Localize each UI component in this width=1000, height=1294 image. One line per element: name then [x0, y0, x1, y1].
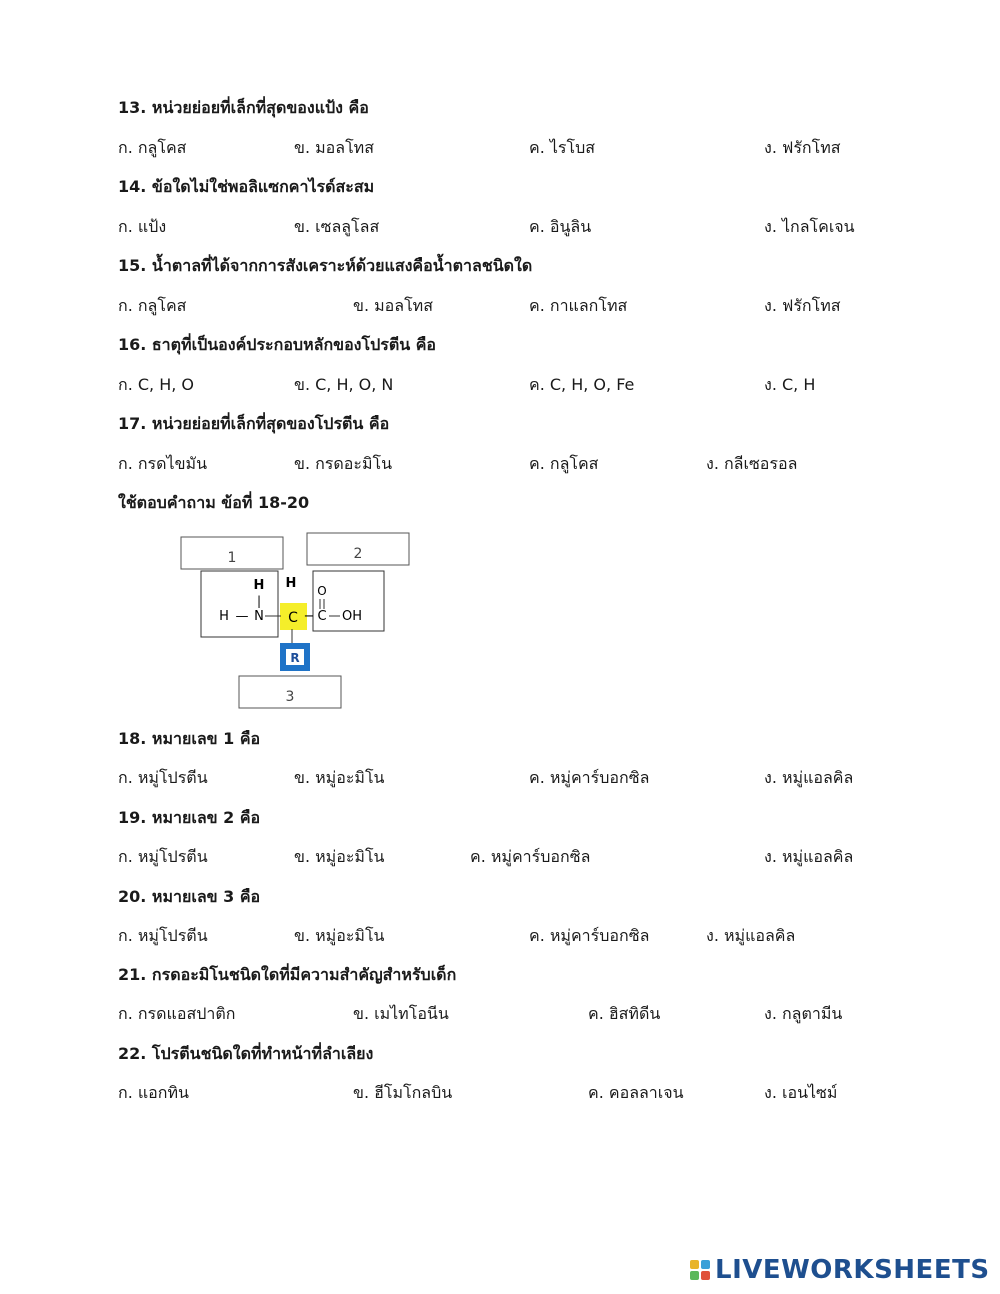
q18-choice-d: ง. หมู่แอลคิล — [764, 768, 854, 787]
q13-choice-b: ข. มอลโทส — [294, 138, 374, 157]
amino-group-box — [201, 571, 278, 637]
question-19: 19. หมายเลข 2 คือ — [118, 808, 261, 827]
q18-choice-c: ค. หมู่คาร์บอกซิล — [529, 768, 650, 787]
r-group-label: R — [290, 651, 300, 665]
instruction-text: ใช้ตอบคำถาม ข้อที่ 18-20 — [118, 493, 310, 512]
q20-choice-a: ก. หมู่โปรตีน — [118, 926, 208, 945]
nitrogen-atom: N — [254, 609, 264, 624]
q19-choice-c: ค. หมู่คาร์บอกซิล — [470, 847, 591, 866]
q16-choice-c: ค. C, H, O, Fe — [529, 375, 635, 394]
bond-n-h: | — [256, 594, 262, 608]
question-20: 20. หมายเลข 3 คือ — [118, 887, 261, 906]
question-18: 18. หมายเลข 1 คือ — [118, 729, 261, 748]
q21-choice-a: ก. กรดแอสปาติก — [118, 1004, 236, 1023]
q15-choice-c: ค. กาแลกโทส — [529, 296, 628, 315]
question-16: 16. ธาตุที่เป็นองค์ประกอบหลักของโปรตีน คือ — [118, 335, 437, 354]
q15-choice-a: ก. กลูโคส — [118, 296, 187, 315]
question-14: 14. ข้อใดไม่ใช่พอลิแซกคาไรด์สะสม — [118, 177, 375, 196]
h-above-n: H — [253, 578, 265, 593]
q20-choice-d: ง. หมู่แอลคิล — [706, 926, 796, 945]
q18-choice-a: ก. หมู่โปรตีน — [118, 768, 208, 787]
label-box-2-text: 2 — [353, 546, 363, 562]
q16-choice-b: ข. C, H, O, N — [294, 375, 394, 394]
q14-choice-c: ค. อินูลิน — [529, 217, 592, 236]
q18-choice-b: ข. หมู่อะมิโน — [294, 768, 385, 787]
logo-text: LIVEWORKSHEETS — [715, 1255, 990, 1285]
h-left: H — [219, 609, 229, 624]
bond-h-n: — — [235, 609, 249, 624]
q13-choice-a: ก. กลูโคส — [118, 138, 187, 157]
q15-choice-d: ง. ฟรักโทส — [764, 296, 841, 315]
liveworksheets-logo[interactable] — [690, 1253, 990, 1287]
q20-choice-b: ข. หมู่อะมิโน — [294, 926, 385, 945]
q22-choice-a: ก. แอกทิน — [118, 1083, 189, 1102]
alpha-carbon: C — [288, 610, 298, 626]
carboxyl-carbon: C — [317, 609, 327, 624]
bond-c-c: − — [303, 609, 315, 624]
q19-choice-d: ง. หมู่แอลคิล — [764, 847, 854, 866]
q15-choice-b: ข. มอลโทส — [353, 296, 433, 315]
q21-choice-b: ข. เมไทโอนีน — [353, 1004, 449, 1023]
question-13: 13. หน่วยย่อยที่เล็กที่สุดของแป้ง คือ — [118, 98, 369, 117]
q17-choice-d: ง. กลีเซอรอล — [706, 454, 798, 473]
q17-choice-a: ก. กรดไขมัน — [118, 454, 207, 473]
q22-choice-d: ง. เอนไซม์ — [764, 1083, 838, 1102]
q19-choice-a: ก. หมู่โปรตีน — [118, 847, 208, 866]
label-box-1-text: 1 — [227, 550, 237, 566]
q22-choice-c: ค. คอลลาเจน — [588, 1083, 684, 1102]
logo-mark-i — [701, 1260, 710, 1269]
q13-choice-c: ค. ไรโบส — [529, 138, 596, 157]
hydroxyl: OH — [341, 609, 363, 624]
q14-choice-d: ง. ไกลโคเจน — [764, 217, 855, 236]
q17-choice-b: ข. กรดอะมิโน — [294, 454, 393, 473]
logo-mark-icon — [690, 1260, 710, 1280]
q20-choice-c: ค. หมู่คาร์บอกซิล — [529, 926, 650, 945]
question-17: 17. หน่วยย่อยที่เล็กที่สุดของโปรตีน คือ — [118, 414, 390, 433]
q13-choice-d: ง. ฟรักโทส — [764, 138, 841, 157]
q14-choice-a: ก. แป้ง — [118, 217, 167, 236]
amino-acid-diagram — [170, 525, 410, 715]
q16-choice-d: ง. C, H — [764, 375, 816, 394]
q14-choice-b: ข. เซลลูโลส — [294, 217, 380, 236]
question-22: 22. โปรตีนชนิดใดที่ทำหน้าที่ลำเลียง — [118, 1044, 374, 1063]
question-15: 15. น้ำตาลที่ได้จากการสังเคราะห์ด้วยแสงคือน้ำตาลชนิดใด — [118, 256, 533, 275]
logo-mark-l — [690, 1260, 699, 1269]
q17-choice-c: ค. กลูโคส — [529, 454, 599, 473]
q16-choice-a: ก. C, H, O — [118, 375, 194, 394]
h-above-c: H — [285, 576, 297, 591]
q22-choice-b: ข. ฮีโมโกลบิน — [353, 1083, 453, 1102]
logo-mark-e — [701, 1271, 710, 1280]
q21-choice-c: ค. ฮิสทิดีน — [588, 1004, 661, 1023]
logo-mark-v — [690, 1271, 699, 1280]
label-box-3-text: 3 — [285, 689, 295, 705]
q19-choice-b: ข. หมู่อะมิโน — [294, 847, 385, 866]
oxygen-atom: O — [317, 584, 327, 598]
question-21: 21. กรดอะมิโนชนิดใดที่มีความสำคัญสำหรับเด็ก — [118, 965, 457, 984]
q21-choice-d: ง. กลูตามีน — [764, 1004, 843, 1023]
